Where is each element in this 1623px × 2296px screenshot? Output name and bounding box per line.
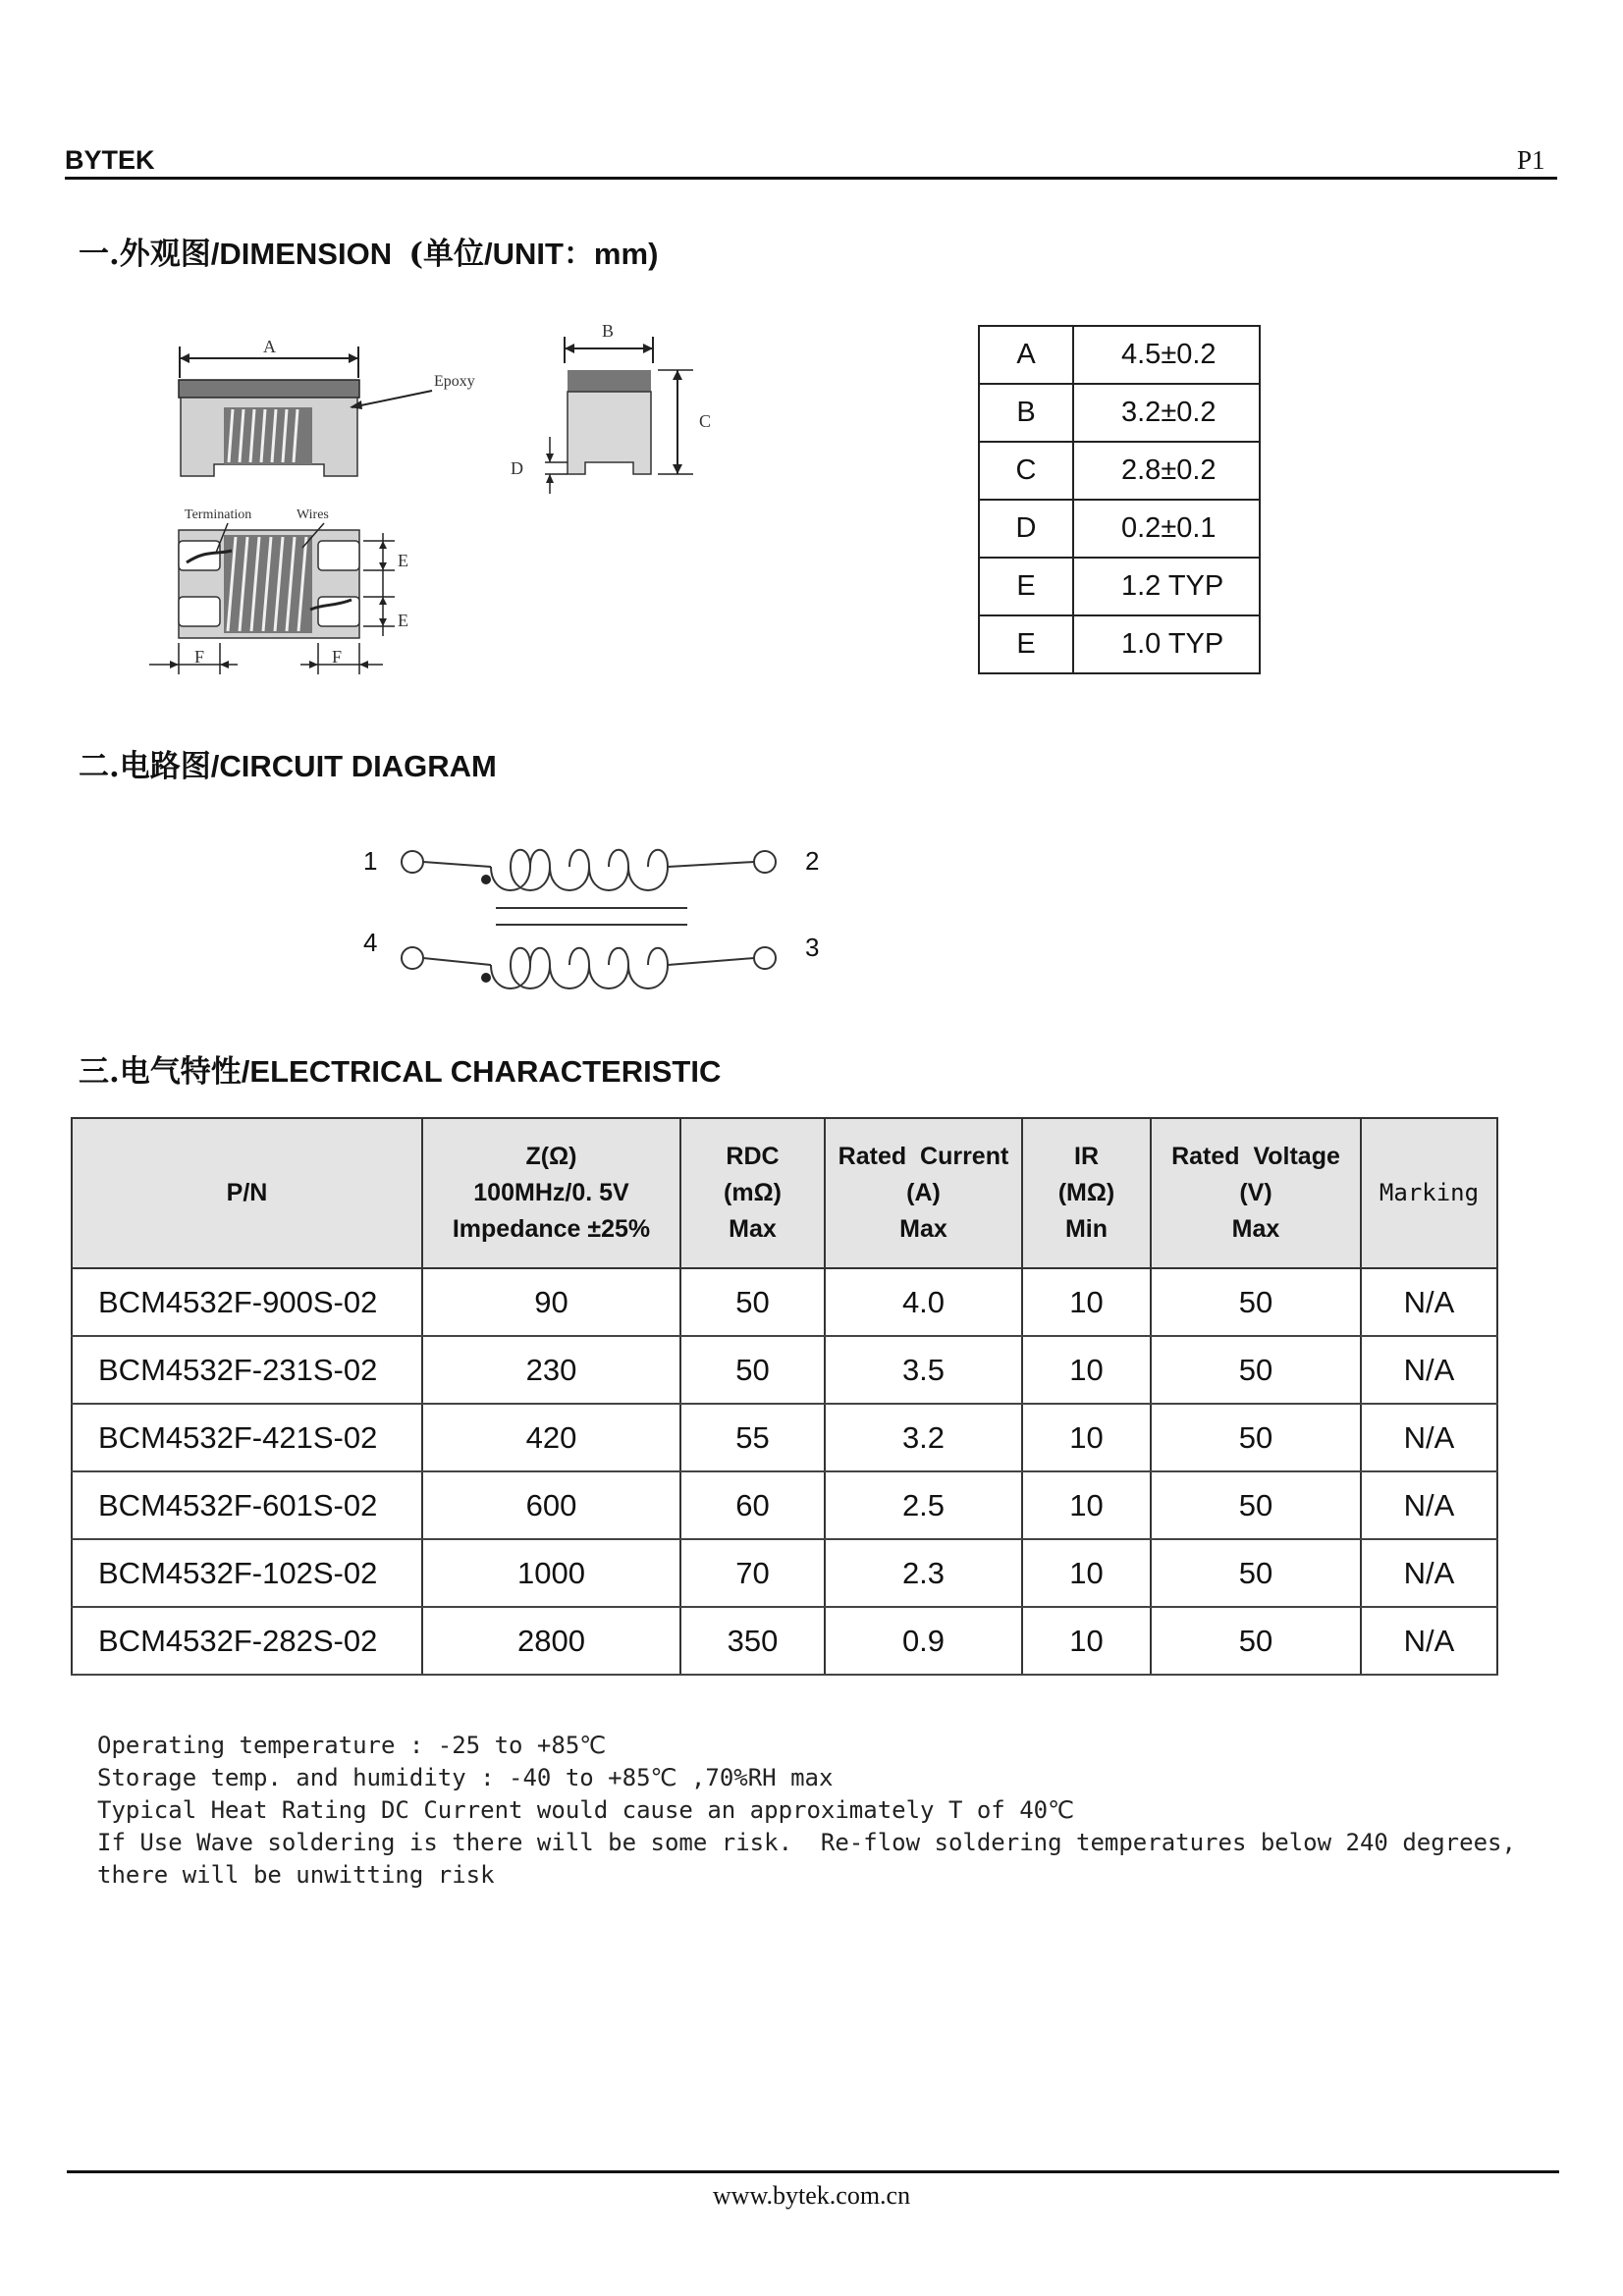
dim-label-e2: E	[398, 611, 408, 630]
header-rated-current: Rated Current (A) Max	[825, 1118, 1022, 1268]
footer-url: www.bytek.com.cn	[712, 2181, 911, 2210]
table-row	[72, 1404, 1497, 1471]
cell-rdc: 55	[680, 1404, 825, 1471]
cell-impedance: 600	[422, 1471, 680, 1539]
pin-1-label: 1	[363, 846, 378, 876]
cell-rated-current: 2.3	[825, 1539, 1022, 1607]
brand-name: BYTEK	[65, 145, 155, 175]
dimension-value: 3.2±0.2	[1073, 384, 1260, 442]
cell-rated-voltage: 50	[1151, 1404, 1361, 1471]
dim-label-b: B	[602, 321, 615, 341]
cell-rated-current: 4.0	[825, 1268, 1022, 1336]
dimension-key: D	[979, 500, 1073, 558]
table-header-row	[72, 1118, 1497, 1268]
cell-rated-current: 0.9	[825, 1607, 1022, 1675]
dimension-value: 0.2±0.1	[1073, 500, 1260, 558]
dim-label-f1: F	[194, 647, 205, 667]
dimension-value: 1.0 TYP	[1073, 615, 1260, 673]
cell-rated-current: 3.5	[825, 1336, 1022, 1404]
table-row	[72, 1539, 1497, 1607]
polarity-dot-top	[481, 875, 491, 884]
cell-impedance: 420	[422, 1404, 680, 1471]
table-row	[72, 1268, 1497, 1336]
note-line: Storage temp. and humidity : -40 to +85℃ ,70%RH max	[97, 1764, 834, 1791]
side-view	[179, 337, 475, 476]
pin-3-label: 3	[805, 933, 820, 962]
dimension-key: C	[979, 442, 1073, 500]
cell-ir: 10	[1022, 1539, 1151, 1607]
page-number: P1	[1517, 145, 1545, 175]
notes-block	[97, 1730, 1516, 1892]
wires-label: Wires	[297, 507, 329, 522]
cell-rdc: 50	[680, 1336, 825, 1404]
cell-impedance: 1000	[422, 1539, 680, 1607]
dimension-row	[979, 442, 1260, 500]
electrical-table	[71, 1117, 1498, 1676]
cell-pn: BCM4532F-282S-02	[72, 1607, 422, 1675]
cell-pn: BCM4532F-231S-02	[72, 1336, 422, 1404]
dimension-row	[979, 326, 1260, 384]
header-rated-voltage: Rated Voltage (V) Max	[1151, 1118, 1361, 1268]
header-ir: IR (MΩ) Min	[1022, 1118, 1151, 1268]
header-impedance: Z(Ω) 100MHz/0. 5V Impedance ±25%	[422, 1118, 680, 1268]
cell-marking: N/A	[1361, 1268, 1497, 1336]
dim-label-a: A	[263, 337, 276, 356]
dimension-row	[979, 615, 1260, 673]
dimension-row	[979, 558, 1260, 615]
dim-label-c: C	[699, 411, 712, 431]
dimension-key: E	[979, 615, 1073, 673]
cell-impedance: 2800	[422, 1607, 680, 1675]
cell-ir: 10	[1022, 1268, 1151, 1336]
cell-pn: BCM4532F-102S-02	[72, 1539, 422, 1607]
dimension-value: 2.8±0.2	[1073, 442, 1260, 500]
cell-pn: BCM4532F-601S-02	[72, 1471, 422, 1539]
header-rule	[65, 177, 1557, 180]
table-row	[72, 1336, 1497, 1404]
cell-rated-voltage: 50	[1151, 1336, 1361, 1404]
pin-4-label: 4	[363, 928, 378, 957]
cell-pn: BCM4532F-421S-02	[72, 1404, 422, 1471]
dimension-section-title: 一.外观图/DIMENSION (单位/UNIT：mm)	[79, 237, 659, 272]
cell-rdc: 350	[680, 1607, 825, 1675]
cell-impedance: 230	[422, 1336, 680, 1404]
end-view	[511, 321, 711, 494]
termination-label: Termination	[185, 507, 252, 522]
cell-ir: 10	[1022, 1607, 1151, 1675]
note-line: If Use Wave soldering is there will be some risk. Re-flow soldering temperatures below 240 degrees,	[97, 1829, 1516, 1856]
electrical-section-title: 三.电气特性/ELECTRICAL CHARACTERISTIC	[79, 1054, 722, 1090]
pin-2-label: 2	[805, 846, 820, 876]
cell-rated-current: 3.2	[825, 1404, 1022, 1471]
dimension-key: E	[979, 558, 1073, 615]
note-line: there will be unwitting risk	[97, 1861, 495, 1889]
polarity-dot-bottom	[481, 973, 491, 983]
dimension-value: 4.5±0.2	[1073, 326, 1260, 384]
footer-rule	[67, 2170, 1559, 2173]
cell-ir: 10	[1022, 1404, 1151, 1471]
circuit-diagram	[393, 839, 785, 996]
cell-impedance: 90	[422, 1268, 680, 1336]
dimension-key: B	[979, 384, 1073, 442]
header-pn: P/N	[72, 1118, 422, 1268]
cell-pn: BCM4532F-900S-02	[72, 1268, 422, 1336]
header-marking: Marking	[1361, 1118, 1497, 1268]
dim-label-e1: E	[398, 551, 408, 570]
cell-marking: N/A	[1361, 1336, 1497, 1404]
cell-rated-voltage: 50	[1151, 1607, 1361, 1675]
cell-marking: N/A	[1361, 1539, 1497, 1607]
cell-rated-voltage: 50	[1151, 1539, 1361, 1607]
cell-rated-voltage: 50	[1151, 1268, 1361, 1336]
cell-marking: N/A	[1361, 1404, 1497, 1471]
cell-rated-voltage: 50	[1151, 1471, 1361, 1539]
table-row	[72, 1607, 1497, 1675]
dim-label-d: D	[511, 458, 523, 478]
cell-rdc: 70	[680, 1539, 825, 1607]
circuit-section-title: 二.电路图/CIRCUIT DIAGRAM	[79, 749, 497, 784]
dimension-row	[979, 500, 1260, 558]
dim-label-f2: F	[332, 647, 343, 667]
table-row	[72, 1471, 1497, 1539]
cell-rdc: 50	[680, 1268, 825, 1336]
cell-ir: 10	[1022, 1471, 1151, 1539]
dimension-drawing	[137, 309, 766, 682]
cell-ir: 10	[1022, 1336, 1151, 1404]
cell-rdc: 60	[680, 1471, 825, 1539]
cell-rated-current: 2.5	[825, 1471, 1022, 1539]
header-rdc: RDC (mΩ) Max	[680, 1118, 825, 1268]
dimension-table	[978, 325, 1261, 674]
note-line: Operating temperature : -25 to +85℃	[97, 1732, 607, 1759]
cell-marking: N/A	[1361, 1471, 1497, 1539]
note-line: Typical Heat Rating DC Current would cause an approximately T of 40℃	[97, 1796, 1075, 1824]
dimension-value: 1.2 TYP	[1073, 558, 1260, 615]
cell-marking: N/A	[1361, 1607, 1497, 1675]
bottom-view	[149, 507, 408, 674]
dimension-row	[979, 384, 1260, 442]
epoxy-label: Epoxy	[434, 373, 475, 390]
dimension-key: A	[979, 326, 1073, 384]
